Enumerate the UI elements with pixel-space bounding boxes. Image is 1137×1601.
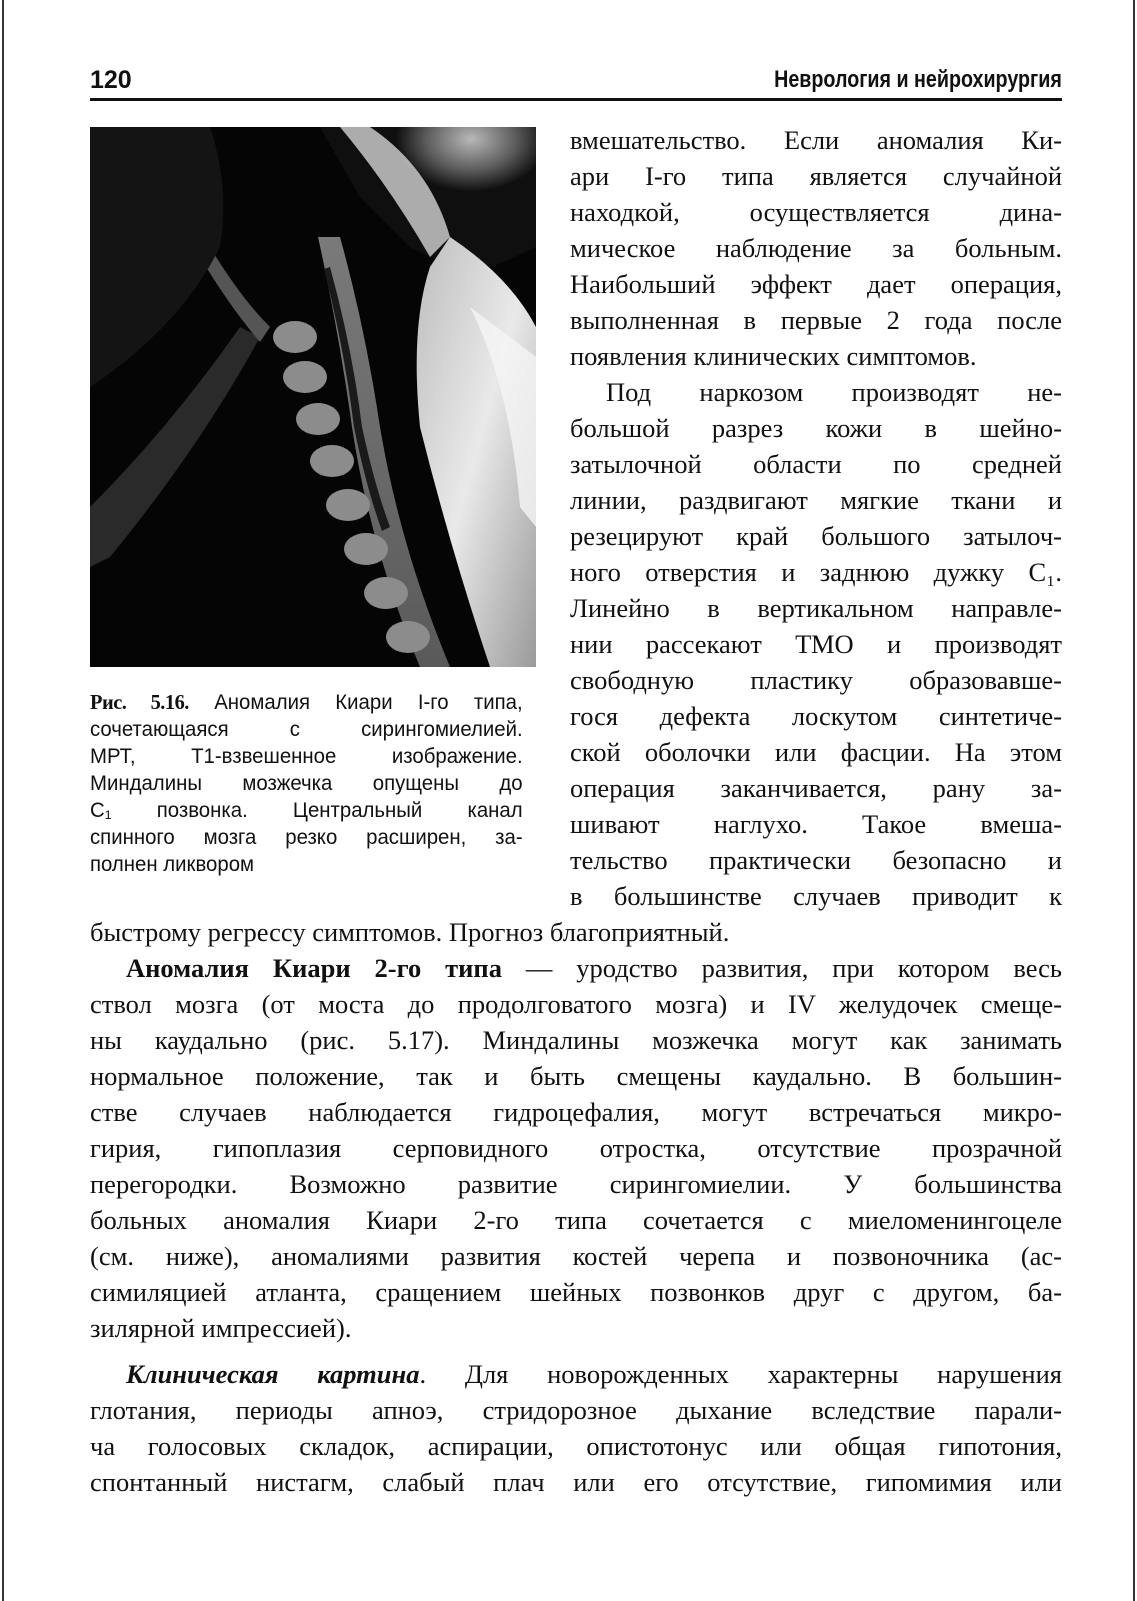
text-line: гирия, гипоплазия серповидного отростка, отсутствие прозрачной — [90, 1133, 1062, 1163]
mri-sagittal-image — [90, 127, 536, 667]
caption-line: сочетающаяся с сирингомиелией. — [90, 718, 523, 741]
caption-label: Рис. 5.16. — [90, 690, 189, 714]
text-line: тельство практически безопасно и — [570, 845, 1062, 875]
caption-line: спинного мозга резко расширен, за- — [90, 826, 523, 849]
text-line: Наибольший эффект дает операция, — [570, 269, 1062, 299]
text-fragment: . Для новорожденных характерны нарушения — [419, 1359, 1062, 1389]
caption-line: C₁ позвонка. Центральный канал — [90, 799, 523, 822]
text-line: операция заканчивается, рану за- — [570, 773, 1062, 803]
running-title: Неврология и нейрохирургия — [774, 66, 1062, 93]
text-line: свободную пластику образовавше- — [570, 665, 1062, 695]
text-line: быстрому регрессу симптомов. Прогноз благоприятный. — [90, 917, 730, 947]
text-line: спонтанный нистагм, слабый плач или его отсутствие, гипомимия или — [90, 1467, 1062, 1497]
text-line: Линейно в вертикальном направле- — [570, 593, 1062, 623]
text-line: затылочной области по средней — [570, 449, 1062, 479]
text-line: большой разрез кожи в шейно- — [570, 413, 1062, 443]
text-line: нии рассекают ТМО и производят — [570, 629, 1062, 659]
text-line: вмешательство. Если аномалия Ки- — [570, 125, 1062, 155]
text-line: нормальное положение, так и быть смещены каудально. В большин- — [90, 1061, 1062, 1091]
text-line: резецируют край большого затылоч- — [570, 521, 1062, 551]
text-line: шивают наглухо. Такое вмеша- — [570, 809, 1062, 839]
text-line: линии, раздвигают мягкие ткани и — [570, 485, 1062, 515]
right-column-text — [570, 122, 1062, 914]
page-header — [90, 58, 1062, 101]
text-line: зилярной импрессией). — [90, 1313, 352, 1343]
text-line: перегородки. Возможно развитие сирингомиелии. У большинства — [90, 1169, 1062, 1199]
text-line: ного отверстия и заднюю дужку C₁. — [570, 557, 1062, 587]
text-line: ской оболочки или фасции. На этом — [570, 737, 1062, 767]
text-line: в большинстве случаев приводит к — [570, 881, 1062, 911]
text-line: мическое наблюдение за больным. — [570, 233, 1062, 263]
text-line: симиляцией атланта, сращением шейных позвонков друг с другом, ба- — [90, 1277, 1062, 1307]
text-fragment: — уродство развития, при котором весь — [501, 953, 1062, 983]
term-clinical-picture: Клиническая картина — [126, 1359, 420, 1389]
text-line: появления клинических симптомов. — [570, 341, 977, 371]
caption-line: полнен ликвором — [90, 853, 255, 876]
clinical-first-line — [90, 1356, 1062, 1392]
caption-line: МРТ, Т1-взвешенное изображение. — [90, 745, 523, 768]
text-line: глотания, периоды апноэ, стридорозное дыхание вследствие парали- — [90, 1395, 1062, 1425]
figure-caption — [90, 689, 523, 878]
page-number: 120 — [90, 66, 132, 94]
text-line: выполненная в первые 2 года после — [570, 305, 1062, 335]
text-line: ари I-го типа является случайной — [570, 161, 1062, 191]
chiari2-first-line — [90, 950, 1062, 986]
text-line: находкой, осуществляется дина- — [570, 197, 1062, 227]
text-line: (см. ниже), аномалиями развития костей черепа и позвоночника (ас- — [90, 1241, 1062, 1271]
text-line: ствол мозга (от моста до продолговатого мозга) и IV желудочек смеще- — [90, 989, 1062, 1019]
body-text — [90, 914, 1062, 1500]
text-line: ча голосовых складок, аспирации, опистотонус или общая гипотония, — [90, 1431, 1062, 1461]
text-line: ны каудально (рис. 5.17). Миндалины мозжечка могут как занимать — [90, 1025, 1062, 1055]
term-chiari2: Аномалия Киари 2-го типа — [126, 953, 502, 983]
caption-line: Миндалины мозжечка опущены до — [90, 772, 523, 795]
text-line: больных аномалия Киари 2-го типа сочетается с миеломенингоцеле — [90, 1205, 1062, 1235]
mri-figure — [90, 127, 536, 667]
text-line: гося дефекта лоскутом синтетиче- — [570, 701, 1062, 731]
page-edge-left — [2, 0, 4, 1601]
text-line: Под наркозом производят не- — [606, 377, 1062, 407]
text-line: стве случаев наблюдается гидроцефалия, могут встречаться микро- — [90, 1097, 1062, 1127]
caption-line: Аномалия Киари I-го типа, — [214, 691, 523, 714]
page-edge-right — [1133, 0, 1135, 1601]
